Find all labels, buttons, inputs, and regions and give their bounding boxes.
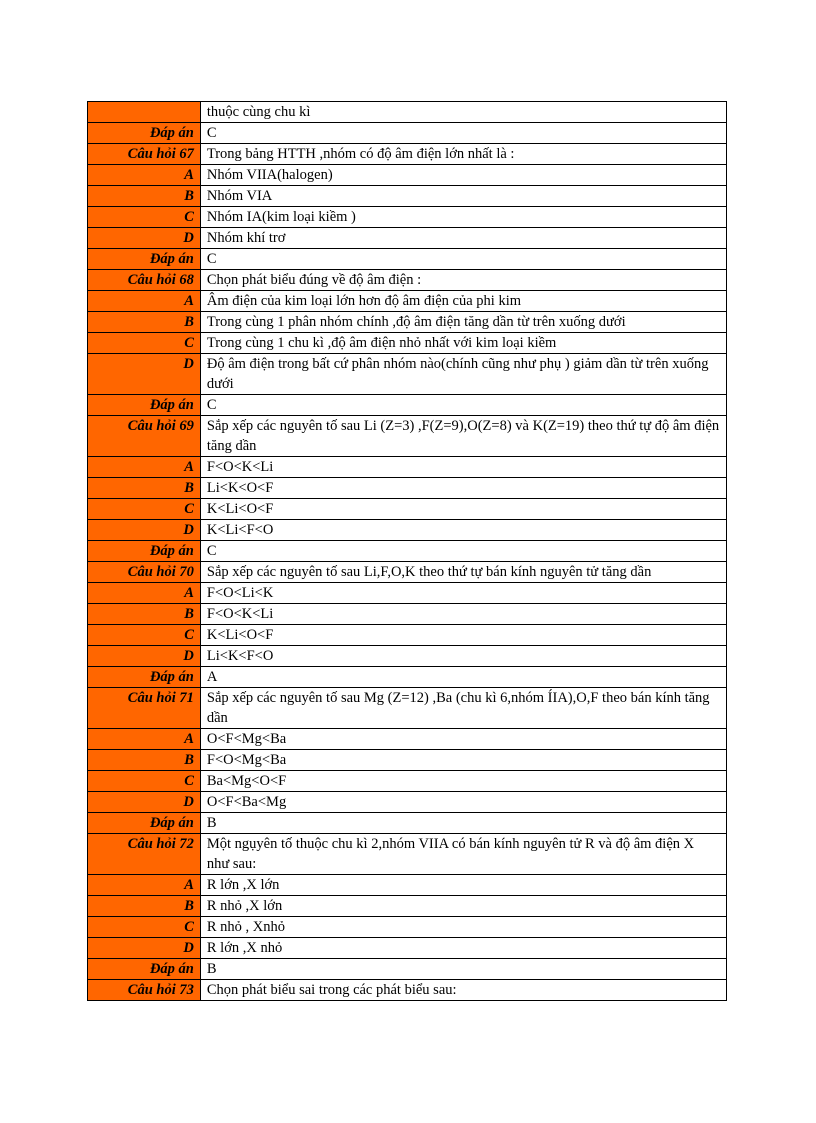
option-text: Ba<Mg<O<F — [200, 771, 726, 792]
table-row — [88, 980, 727, 1001]
option-label: A — [88, 457, 201, 478]
option-text: R nhỏ ,X lớn — [200, 896, 726, 917]
answer-label: Đáp án — [88, 395, 201, 416]
option-text: Nhóm IA(kim loại kiềm ) — [200, 207, 726, 228]
table-row — [88, 291, 727, 312]
table-row — [88, 165, 727, 186]
option-label: D — [88, 792, 201, 813]
answer-value: C — [200, 395, 726, 416]
table-row — [88, 813, 727, 834]
option-text: K<Li<O<F — [200, 625, 726, 646]
option-label: D — [88, 228, 201, 249]
option-label: A — [88, 729, 201, 750]
option-text: F<O<K<Li — [200, 604, 726, 625]
option-label: C — [88, 917, 201, 938]
table-row — [88, 478, 727, 499]
table-row — [88, 520, 727, 541]
option-label: D — [88, 520, 201, 541]
option-text: R lớn ,X lớn — [200, 875, 726, 896]
option-label: A — [88, 583, 201, 604]
answer-label: Đáp án — [88, 813, 201, 834]
answer-label: Đáp án — [88, 123, 201, 144]
quiz-table-body — [88, 102, 727, 1001]
answer-label: Đáp án — [88, 667, 201, 688]
question-text: Sắp xếp các nguyên tố sau Li,F,O,K theo thứ tự bán kính nguyên tử tăng dần — [200, 562, 726, 583]
option-text: Nhóm VIA — [200, 186, 726, 207]
option-label: B — [88, 750, 201, 771]
answer-value: C — [200, 541, 726, 562]
table-row — [88, 646, 727, 667]
table-row — [88, 834, 727, 875]
table-row — [88, 270, 727, 291]
table-row — [88, 416, 727, 457]
option-label: C — [88, 771, 201, 792]
option-label: C — [88, 207, 201, 228]
answer-label: Đáp án — [88, 959, 201, 980]
table-row — [88, 875, 727, 896]
question-text: Một ngụyên tố thuộc chu kì 2,nhóm VIIA có bán kính nguyên tử R và độ âm điện X như sau: — [200, 834, 726, 875]
table-row — [88, 395, 727, 416]
table-row — [88, 583, 727, 604]
table-row — [88, 729, 727, 750]
question-label: Câu hỏi 68 — [88, 270, 201, 291]
question-label: Câu hỏi 72 — [88, 834, 201, 875]
option-text: R nhỏ , Xnhỏ — [200, 917, 726, 938]
row-label — [88, 102, 201, 123]
table-row — [88, 354, 727, 395]
question-label: Câu hỏi 67 — [88, 144, 201, 165]
answer-value: C — [200, 249, 726, 270]
answer-value: B — [200, 813, 726, 834]
question-label: Câu hỏi 71 — [88, 688, 201, 729]
option-text: Độ âm điện trong bất cứ phân nhóm nào(chính cũng như phụ ) giảm dần từ trên xuống dưới — [200, 354, 726, 395]
table-row — [88, 667, 727, 688]
answer-value: B — [200, 959, 726, 980]
question-label: Câu hỏi 69 — [88, 416, 201, 457]
table-row — [88, 750, 727, 771]
option-label: D — [88, 938, 201, 959]
option-text: Nhóm VIIA(halogen) — [200, 165, 726, 186]
option-text: O<F<Ba<Mg — [200, 792, 726, 813]
table-row — [88, 938, 727, 959]
table-row — [88, 771, 727, 792]
quiz-document — [87, 101, 727, 1001]
table-row — [88, 228, 727, 249]
question-text: Chọn phát biểu sai trong các phát biểu sau: — [200, 980, 726, 1001]
option-text: Trong cùng 1 chu kì ,độ âm điện nhỏ nhất với kim loại kiềm — [200, 333, 726, 354]
table-row — [88, 562, 727, 583]
option-label: B — [88, 312, 201, 333]
option-label: B — [88, 478, 201, 499]
question-label: Câu hỏi 73 — [88, 980, 201, 1001]
option-text: Nhóm khí trơ — [200, 228, 726, 249]
table-row — [88, 457, 727, 478]
table-row — [88, 123, 727, 144]
option-label: A — [88, 165, 201, 186]
table-row — [88, 625, 727, 646]
table-row — [88, 249, 727, 270]
table-row — [88, 541, 727, 562]
option-text: Li<K<O<F — [200, 478, 726, 499]
question-text: Trong bảng HTTH ,nhóm có độ âm điện lớn nhất là : — [200, 144, 726, 165]
table-row — [88, 792, 727, 813]
option-label: D — [88, 646, 201, 667]
question-text: Sắp xếp các nguyên tố sau Mg (Z=12) ,Ba (chu kì 6,nhóm ÍIA),O,F theo bán kính tăng dần — [200, 688, 726, 729]
option-text: R lớn ,X nhỏ — [200, 938, 726, 959]
question-label: Câu hỏi 70 — [88, 562, 201, 583]
option-label: B — [88, 604, 201, 625]
option-label: D — [88, 354, 201, 395]
option-label: B — [88, 186, 201, 207]
option-text: Trong cùng 1 phân nhóm chính ,độ âm điện tăng dần từ trên xuống dưới — [200, 312, 726, 333]
option-label: C — [88, 625, 201, 646]
option-text: K<Li<O<F — [200, 499, 726, 520]
option-label: C — [88, 333, 201, 354]
table-row — [88, 102, 727, 123]
table-row — [88, 333, 727, 354]
option-text: Li<K<F<O — [200, 646, 726, 667]
option-text: F<O<Mg<Ba — [200, 750, 726, 771]
table-row — [88, 207, 727, 228]
table-row — [88, 312, 727, 333]
option-label: A — [88, 875, 201, 896]
table-row — [88, 959, 727, 980]
table-row — [88, 604, 727, 625]
answer-value: C — [200, 123, 726, 144]
answer-value: A — [200, 667, 726, 688]
option-label: C — [88, 499, 201, 520]
quiz-table — [87, 101, 727, 1001]
answer-label: Đáp án — [88, 541, 201, 562]
question-text: Chọn phát biểu đúng về độ âm điện : — [200, 270, 726, 291]
option-label: B — [88, 896, 201, 917]
option-text: Âm điện của kim loại lớn hơn độ âm điện của phi kim — [200, 291, 726, 312]
option-text: K<Li<F<O — [200, 520, 726, 541]
row-text: thuộc cùng chu kì — [200, 102, 726, 123]
option-text: F<O<Li<K — [200, 583, 726, 604]
table-row — [88, 917, 727, 938]
answer-label: Đáp án — [88, 249, 201, 270]
table-row — [88, 896, 727, 917]
table-row — [88, 688, 727, 729]
table-row — [88, 499, 727, 520]
option-text: O<F<Mg<Ba — [200, 729, 726, 750]
table-row — [88, 186, 727, 207]
table-row — [88, 144, 727, 165]
option-label: A — [88, 291, 201, 312]
question-text: Sắp xếp các nguyên tố sau Li (Z=3) ,F(Z=9),O(Z=8) và K(Z=19) theo thứ tự độ âm điện tăng dần — [200, 416, 726, 457]
option-text: F<O<K<Li — [200, 457, 726, 478]
